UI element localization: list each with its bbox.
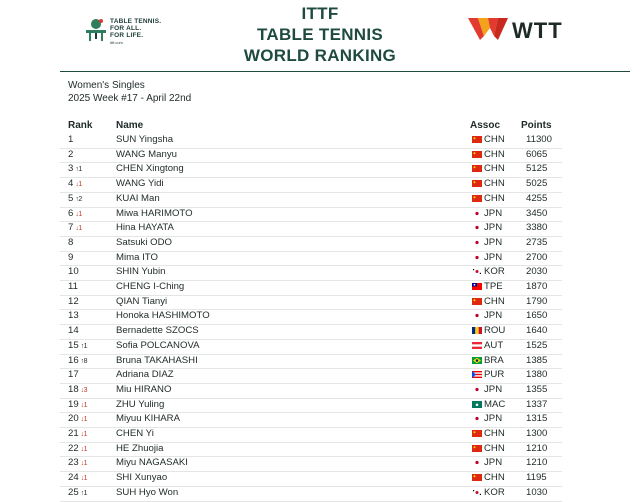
rank-cell [68, 487, 87, 498]
table-row [0, 178, 640, 193]
flag-rou-icon [472, 327, 482, 334]
player-name: Miwa HARIMOTO [116, 207, 193, 219]
rank-change: ↑1 [75, 166, 82, 174]
flag-jpn-icon [472, 386, 482, 393]
rank-cell [68, 310, 79, 321]
points-value: 1210 [526, 457, 548, 469]
flag-aut-icon [472, 342, 482, 349]
table-row [0, 413, 640, 428]
wtt-logo-text: WTT [512, 18, 563, 43]
ranking-category: Women's Singles [68, 80, 145, 91]
player-name: KUAI Man [116, 192, 160, 204]
table-row [0, 340, 640, 355]
assoc-code: CHN [484, 472, 505, 484]
rank-value: 8 [68, 236, 74, 248]
flag-jpn-icon [472, 210, 482, 217]
column-header-name: Name [116, 120, 144, 131]
rank-value: 18 [68, 383, 79, 395]
player-name: Honoka HASHIMOTO [116, 310, 210, 322]
assoc-code: CHN [484, 148, 505, 160]
points-value: 4255 [526, 192, 548, 204]
assoc-code: JPN [484, 413, 503, 425]
table-row [0, 266, 640, 281]
header-divider [60, 71, 630, 72]
points-value: 1650 [526, 310, 548, 322]
player-name: Mima ITO [116, 251, 158, 263]
assoc-code: CHN [484, 192, 505, 204]
points-value: 1300 [526, 428, 548, 439]
table-row [0, 237, 640, 252]
table-row [0, 252, 640, 267]
assoc-code: JPN [484, 207, 503, 219]
assoc-code: TPE [484, 281, 503, 292]
table-row [0, 296, 640, 311]
assoc-code: JPN [484, 236, 503, 248]
rank-value: 1 [68, 134, 74, 145]
assoc-code: JPN [484, 251, 503, 263]
table-row [0, 457, 640, 472]
player-name: Miyuu KIHARA [116, 413, 180, 425]
rank-value: 16 [68, 354, 79, 366]
rank-cell [68, 384, 87, 395]
rank-cell [68, 178, 82, 189]
rank-value: 12 [68, 295, 79, 307]
rank-cell [68, 163, 82, 174]
table-row [0, 222, 640, 237]
table-row [0, 310, 640, 325]
rank-value: 22 [68, 442, 79, 454]
title-line-3: WORLD RANKING [243, 46, 397, 65]
rank-change: ↓1 [80, 401, 88, 409]
assoc-code: CHN [484, 178, 505, 190]
player-name: QIAN Tianyi [116, 295, 168, 307]
player-name: Bruna TAKAHASHI [116, 354, 198, 366]
flag-chn-icon [472, 165, 482, 172]
rank-change: ↓1 [75, 210, 82, 218]
rank-change: ↑2 [75, 195, 82, 203]
rank-cell [68, 134, 73, 145]
player-name: SHIN Yubin [116, 266, 166, 278]
assoc-code: CHN [484, 295, 505, 307]
rank-change: ↓3 [80, 386, 88, 394]
assoc-code: PUR [484, 369, 505, 381]
points-value: 1790 [526, 295, 548, 307]
title-line-2: TABLE TENNIS [256, 25, 384, 44]
rank-value: 20 [68, 413, 79, 425]
rank-value: 21 [68, 428, 79, 439]
ittf-logo [84, 16, 184, 46]
points-value: 3380 [526, 222, 548, 234]
player-name: HE Zhuojia [116, 442, 164, 454]
player-name: CHEN Yi [116, 428, 154, 439]
table-row [0, 443, 640, 458]
table-row [0, 428, 640, 443]
rank-cell [68, 413, 87, 424]
rank-change: ↓1 [80, 445, 88, 453]
rank-change: ↓1 [75, 225, 82, 233]
table-row [0, 208, 640, 223]
rank-cell [68, 193, 82, 204]
assoc-code: AUT [484, 339, 504, 351]
flag-jpn-icon [472, 239, 482, 246]
flag-chn-icon [472, 195, 482, 202]
flag-bra-icon [472, 357, 482, 364]
points-value: 6065 [526, 148, 548, 160]
flag-kor-icon [472, 268, 482, 275]
player-name: Sofia POLCANOVA [116, 339, 200, 351]
player-name: WANG Manyu [116, 148, 177, 160]
ittf-logo-line-1: TABLE TENNIS. [110, 18, 162, 25]
rank-cell [68, 222, 82, 233]
assoc-code: JPN [484, 222, 503, 234]
rank-cell [68, 340, 87, 351]
rank-value: 25 [68, 486, 79, 498]
table-row [0, 355, 640, 370]
column-header-assoc: Assoc [470, 120, 501, 131]
rank-value: 15 [68, 339, 79, 351]
rank-change: ↓1 [80, 431, 88, 438]
rank-cell [68, 355, 87, 366]
table-row [0, 281, 640, 296]
assoc-code: JPN [484, 457, 503, 469]
player-name: CHENG I-Ching [116, 281, 185, 292]
points-value: 1355 [526, 383, 548, 395]
flag-chn-icon [472, 298, 482, 305]
page-header [0, 0, 640, 72]
player-name: ZHU Yuling [116, 398, 165, 410]
rank-change: ↑1 [80, 489, 88, 497]
player-name: Miyu NAGASAKI [116, 457, 188, 469]
assoc-code: MAC [484, 398, 506, 410]
wtt-logo [468, 14, 578, 46]
player-name: SHI Xunyao [116, 472, 168, 484]
table-row [0, 149, 640, 164]
rank-change: ↓1 [80, 416, 88, 424]
points-value: 5025 [526, 178, 548, 190]
points-value: 1380 [526, 369, 548, 381]
flag-pur-icon [472, 371, 482, 378]
assoc-code: ROU [484, 325, 506, 337]
title-line-1: ITTF [301, 4, 339, 23]
flag-chn-icon [472, 445, 482, 452]
assoc-code: BRA [484, 354, 504, 366]
rank-cell [68, 237, 73, 248]
player-name: Miu HIRANO [116, 383, 172, 395]
table-row [0, 487, 640, 502]
rank-value: 4 [68, 178, 74, 190]
assoc-code: JPN [484, 310, 503, 322]
rank-value: 3 [68, 163, 74, 175]
player-name: CHEN Xingtong [116, 163, 184, 175]
flag-mac-icon [472, 401, 482, 408]
ranking-week: 2025 Week #17 - April 22nd [68, 92, 192, 104]
rank-value: 2 [68, 148, 74, 160]
rank-value: 10 [68, 266, 79, 278]
rank-change: ↓1 [75, 181, 82, 189]
table-row [0, 384, 640, 399]
player-name: SUH Hyo Won [116, 486, 179, 498]
rank-value: 24 [68, 472, 79, 484]
flag-kor-icon [472, 489, 482, 496]
table-row [0, 193, 640, 208]
rank-value: 14 [68, 325, 79, 337]
points-value: 1210 [526, 442, 548, 454]
ittf-logo-line-3: FOR LIFE. [110, 32, 144, 39]
player-name: Satsuki ODO [116, 236, 172, 248]
rank-value: 11 [68, 281, 78, 292]
flag-jpn-icon [472, 415, 482, 422]
ittf-logo-url: ittf.com [110, 40, 123, 45]
flag-tpe-icon [472, 283, 482, 290]
rank-cell [68, 281, 78, 292]
flag-jpn-icon [472, 459, 482, 466]
table-row [0, 399, 640, 414]
rank-cell [68, 472, 87, 483]
table-row [0, 134, 640, 149]
points-value: 1870 [526, 281, 548, 292]
rank-cell [68, 443, 87, 454]
flag-chn-icon [472, 180, 482, 187]
rank-value: 17 [68, 369, 79, 381]
wtt-mark-icon [468, 14, 510, 44]
points-value: 1030 [526, 486, 548, 498]
points-value: 1385 [526, 354, 548, 366]
assoc-code: CHN [484, 428, 505, 439]
points-value: 3450 [526, 207, 548, 219]
rank-cell [68, 252, 73, 263]
points-value: 1195 [526, 472, 547, 484]
rank-cell [68, 428, 87, 439]
flag-jpn-icon [472, 254, 482, 261]
rank-value: 19 [68, 398, 79, 410]
ranking-subtitle [68, 80, 191, 105]
assoc-code: KOR [484, 266, 505, 278]
assoc-code: KOR [484, 486, 505, 498]
player-name: Adriana DIAZ [116, 369, 174, 381]
rank-value: 6 [68, 207, 74, 219]
points-value: 1525 [526, 339, 548, 351]
assoc-code: CHN [484, 163, 505, 175]
points-value: 2735 [526, 236, 548, 248]
ittf-logo-line-2: FOR ALL. [110, 25, 142, 32]
rank-change: ↑1 [80, 342, 88, 350]
table-row [0, 369, 640, 384]
points-value: 1315 [526, 413, 548, 425]
table-row [0, 163, 640, 178]
flag-chn-icon [472, 136, 482, 143]
assoc-code: CHN [484, 442, 505, 454]
rank-value: 7 [68, 222, 74, 234]
assoc-code: JPN [484, 383, 503, 395]
points-value: 5125 [526, 163, 548, 175]
ittf-emblem-icon [84, 16, 108, 46]
rank-cell [68, 149, 73, 160]
rank-cell [68, 208, 82, 219]
points-value: 2030 [526, 266, 548, 278]
rank-cell [68, 457, 87, 468]
table-row [0, 325, 640, 340]
flag-chn-icon [472, 430, 482, 437]
player-name: Bernadette SZOCS [116, 325, 199, 337]
assoc-code: CHN [484, 134, 505, 145]
rank-value: 9 [68, 251, 74, 263]
rank-value: 13 [68, 310, 79, 322]
flag-jpn-icon [472, 312, 482, 319]
player-name: Hina HAYATA [116, 222, 174, 234]
table-row [0, 472, 640, 487]
flag-chn-icon [472, 151, 482, 158]
flag-chn-icon [472, 474, 482, 481]
rank-cell [68, 296, 79, 307]
column-header-rank: Rank [68, 120, 93, 131]
page-title [190, 3, 450, 66]
rank-cell [68, 369, 79, 380]
rank-change: ↑8 [80, 357, 88, 365]
rank-change: ↓1 [80, 475, 88, 483]
points-value: 1337 [526, 398, 548, 410]
rank-cell [68, 266, 79, 277]
flag-jpn-icon [472, 224, 482, 231]
rank-value: 5 [68, 192, 74, 204]
rank-change: ↓1 [80, 460, 88, 468]
row-divider [60, 501, 562, 502]
points-value: 1640 [526, 325, 548, 337]
rank-cell [68, 399, 87, 410]
column-header-points: Points [521, 120, 552, 131]
player-name: SUN Yingsha [116, 134, 174, 145]
rank-value: 23 [68, 457, 79, 469]
player-name: WANG Yidi [116, 178, 164, 190]
rank-cell [68, 325, 79, 336]
points-value: 11300 [526, 134, 552, 145]
points-value: 2700 [526, 251, 548, 263]
